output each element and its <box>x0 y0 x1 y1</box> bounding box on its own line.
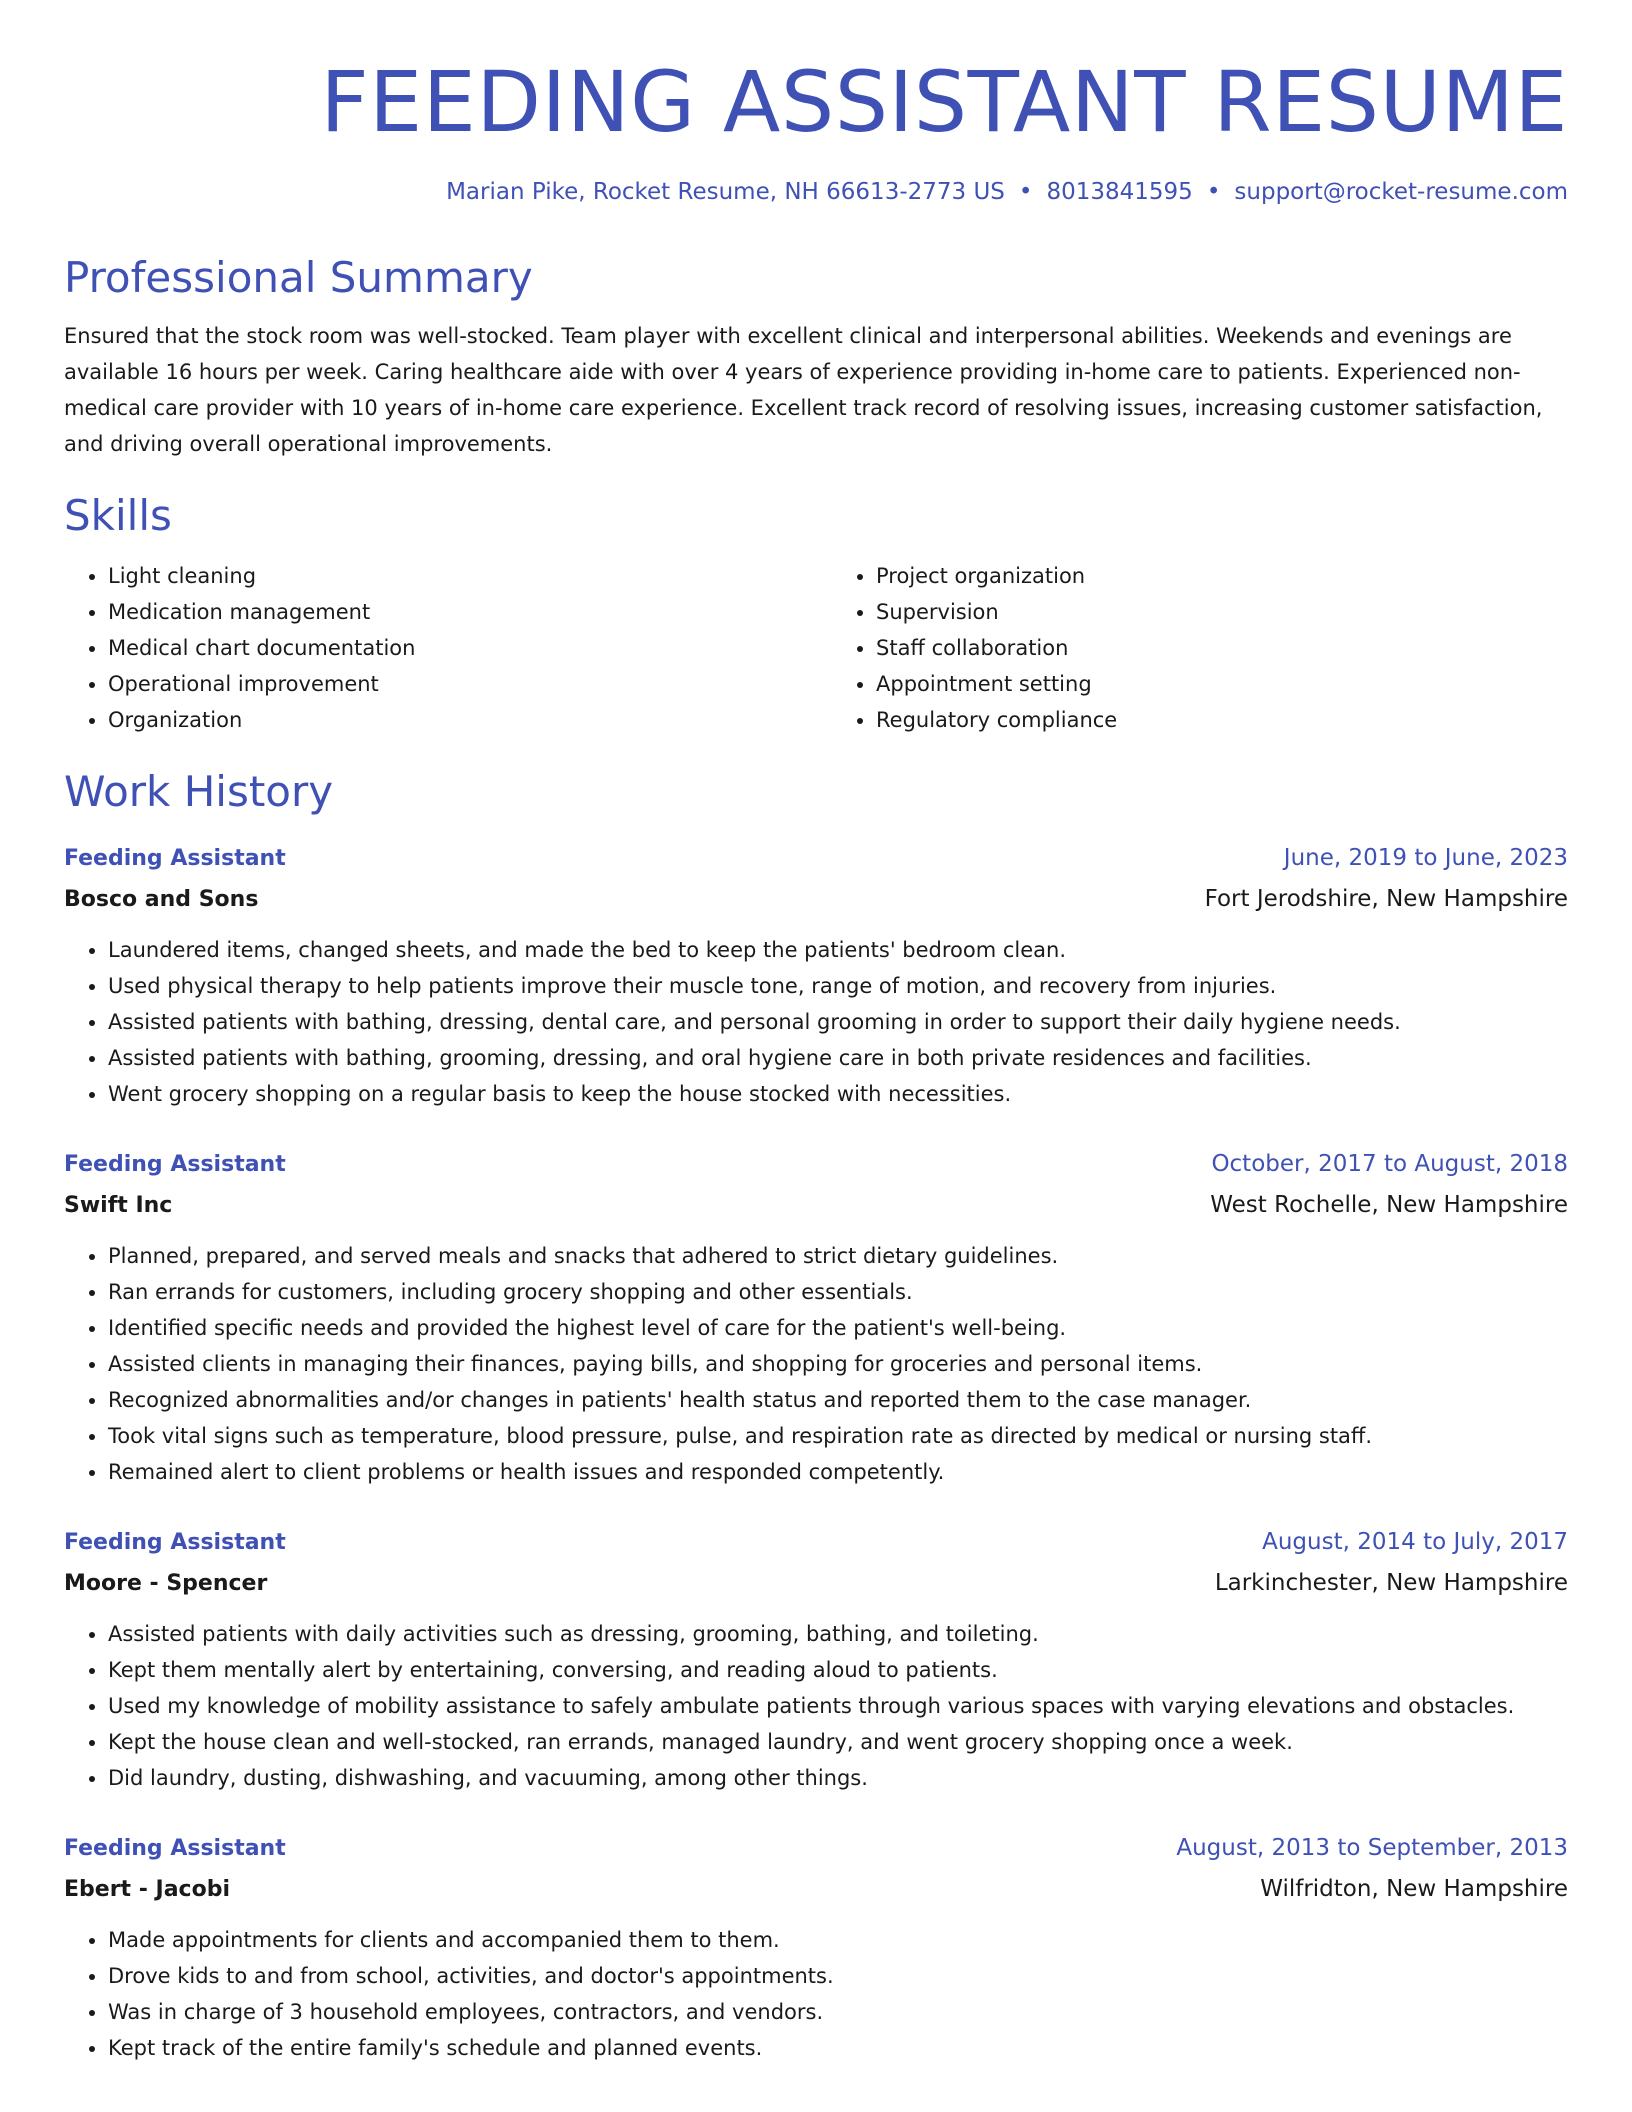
resume-title: FEEDING ASSISTANT RESUME <box>320 53 1568 151</box>
contact-separator: • <box>1018 179 1033 205</box>
skills-column-right <box>832 558 1568 738</box>
job-dates: August, 2013 to September, 2013 <box>1176 1835 1568 1861</box>
job-header-row <box>64 838 1568 879</box>
skill-item: • Medication management <box>108 594 800 630</box>
job-bullet: • Identified specific needs and provided the highest level of care for the patient's well-being. <box>108 1310 1568 1346</box>
skill-item: • Appointment setting <box>876 666 1568 702</box>
job-entry <box>64 1144 1568 1490</box>
job-header-row <box>64 1144 1568 1185</box>
job-company: Bosco and Sons <box>64 887 259 912</box>
job-bullet: • Assisted clients in managing their finances, paying bills, and shopping for groceries and personal items. <box>108 1346 1568 1382</box>
skill-item: • Operational improvement <box>108 666 800 702</box>
skill-item: • Light cleaning <box>108 558 800 594</box>
job-company-row <box>64 1869 1568 1910</box>
job-bullet: • Kept them mentally alert by entertaining, conversing, and reading aloud to patients. <box>108 1652 1568 1688</box>
job-entry <box>64 1522 1568 1796</box>
job-header-row <box>64 1522 1568 1563</box>
job-bullet: • Recognized abnormalities and/or changes in patients' health status and reported them to the case manager. <box>108 1382 1568 1418</box>
job-dates: June, 2019 to June, 2023 <box>1283 845 1568 871</box>
job-location: Wilfridton, New Hampshire <box>1260 1876 1568 1902</box>
job-title: Feeding Assistant <box>64 1530 286 1555</box>
job-bullet: • Made appointments for clients and accompanied them to them. <box>108 1922 1568 1958</box>
job-bullet: • Drove kids to and from school, activities, and doctor's appointments. <box>108 1958 1568 1994</box>
job-bullet: • Kept track of the entire family's schedule and planned events. <box>108 2030 1568 2066</box>
job-title: Feeding Assistant <box>64 1152 286 1177</box>
job-company-row <box>64 1185 1568 1226</box>
job-location: West Rochelle, New Hampshire <box>1210 1192 1568 1218</box>
skills-column-left <box>64 558 800 738</box>
job-bullets <box>64 932 1568 1112</box>
job-bullet: • Took vital signs such as temperature, blood pressure, pulse, and respiration rate as directed by medical or nursing staff. <box>108 1418 1568 1454</box>
job-bullet: • Did laundry, dusting, dishwashing, and vacuuming, among other things. <box>108 1760 1568 1796</box>
job-header-row <box>64 1828 1568 1869</box>
job-entry <box>64 838 1568 1112</box>
job-bullets <box>64 1922 1568 2066</box>
contact-line <box>64 176 1568 208</box>
skills-heading: Skills <box>64 491 172 540</box>
job-company-row <box>64 879 1568 920</box>
job-entry <box>64 1828 1568 2066</box>
skill-item: • Staff collaboration <box>876 630 1568 666</box>
contact-address: Marian Pike, Rocket Resume, NH 66613-2773 US <box>446 179 1005 205</box>
job-bullets <box>64 1616 1568 1796</box>
job-bullet: • Assisted patients with daily activities such as dressing, grooming, bathing, and toileting. <box>108 1616 1568 1652</box>
skill-item: • Organization <box>108 702 800 738</box>
skill-item: • Medical chart documentation <box>108 630 800 666</box>
job-dates: August, 2014 to July, 2017 <box>1262 1529 1568 1555</box>
skill-item: • Supervision <box>876 594 1568 630</box>
job-title: Feeding Assistant <box>64 846 286 871</box>
skill-item: • Regulatory compliance <box>876 702 1568 738</box>
summary-text: Ensured that the stock room was well-stocked. Team player with excellent clinical and interpersonal abilities. Weekends and evenings are available 16 hours per week. Caring healthcare aide with over 4 years of experience providing in-home care to patients. Experienced non-medical care provider with 10 years of in-home care experience. Excellent track record of resolving issues, increasing customer satisfaction, and driving overall operational improvements. <box>64 324 1543 456</box>
job-company: Moore - Spencer <box>64 1571 268 1596</box>
job-company: Swift Inc <box>64 1193 173 1218</box>
job-location: Larkinchester, New Hampshire <box>1214 1570 1568 1596</box>
job-title: Feeding Assistant <box>64 1836 286 1861</box>
job-bullet: • Ran errands for customers, including grocery shopping and other essentials. <box>108 1274 1568 1310</box>
skills-list <box>64 558 1568 738</box>
job-bullet: • Used physical therapy to help patients improve their muscle tone, range of motion, and recovery from injuries. <box>108 968 1568 1004</box>
job-bullet: • Assisted patients with bathing, dressing, dental care, and personal grooming in order to support their daily hygiene needs. <box>108 1004 1568 1040</box>
job-bullet: • Used my knowledge of mobility assistance to safely ambulate patients through various spaces with varying elevations and obstacles. <box>108 1688 1568 1724</box>
summary-heading: Professional Summary <box>64 253 533 302</box>
job-bullet: • Was in charge of 3 household employees, contractors, and vendors. <box>108 1994 1568 2030</box>
job-location: Fort Jerodshire, New Hampshire <box>1204 886 1568 912</box>
job-company: Ebert - Jacobi <box>64 1877 230 1902</box>
job-bullet: • Assisted patients with bathing, grooming, dressing, and oral hygiene care in both private residences and facilities. <box>108 1040 1568 1076</box>
job-bullet: • Went grocery shopping on a regular basis to keep the house stocked with necessities. <box>108 1076 1568 1112</box>
job-bullet: • Kept the house clean and well-stocked, ran errands, managed laundry, and went grocery shopping once a week. <box>108 1724 1568 1760</box>
job-bullets <box>64 1238 1568 1490</box>
job-bullet: • Laundered items, changed sheets, and made the bed to keep the patients' bedroom clean. <box>108 932 1568 968</box>
contact-phone: 8013841595 <box>1046 179 1193 205</box>
job-company-row <box>64 1563 1568 1604</box>
contact-email: support@rocket-resume.com <box>1234 179 1568 205</box>
work-history-heading: Work History <box>64 767 334 816</box>
job-bullet: • Planned, prepared, and served meals and snacks that adhered to strict dietary guidelines. <box>108 1238 1568 1274</box>
contact-separator: • <box>1206 179 1221 205</box>
job-dates: October, 2017 to August, 2018 <box>1211 1151 1568 1177</box>
skill-item: • Project organization <box>876 558 1568 594</box>
job-bullet: • Remained alert to client problems or health issues and responded competently. <box>108 1454 1568 1490</box>
